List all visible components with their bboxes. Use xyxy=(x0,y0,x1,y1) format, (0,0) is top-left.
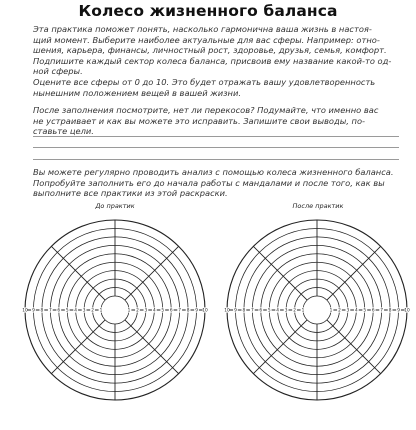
scale-label: 4 xyxy=(74,308,78,314)
scale-label: 6 xyxy=(169,308,173,314)
writing-line[interactable] xyxy=(33,159,399,160)
scale-label: 6 xyxy=(57,308,61,314)
text-line: Попробуйте заполнить его до начала работы с мандалами и после того, как вы xyxy=(33,177,385,188)
scale-label: 7 xyxy=(250,308,254,314)
text-line: шения, карьера, финансы, личностный рост, здоровье, друзья, семья, комфорт. xyxy=(33,45,387,56)
scale-label: 7 xyxy=(48,308,52,314)
scale-label: 10 xyxy=(404,308,410,314)
page-title: Колесо жизненного баланса xyxy=(78,2,338,20)
text-line: нынешним положением вещей в вашей жизни. xyxy=(33,87,241,98)
scale-label: 5 xyxy=(363,308,367,314)
scale-label: 1 xyxy=(329,308,333,314)
scale-label: 1 xyxy=(127,308,131,314)
writing-line[interactable] xyxy=(33,136,399,137)
wheel-before-label: До практик xyxy=(95,202,135,210)
scale-label: 4 xyxy=(276,308,280,314)
wheel-spoke xyxy=(327,246,381,300)
scale-label: 7 xyxy=(178,308,182,314)
scale-label: 3 xyxy=(82,308,86,314)
text-line: Подпишите каждый сектор колеса баланса, присвоив ему название какой-то од- xyxy=(33,55,392,66)
scale-label: 2 xyxy=(136,308,139,314)
balance-wheel-after[interactable] xyxy=(219,212,415,408)
reflection-text xyxy=(33,105,403,137)
scale-label: 10 xyxy=(224,308,230,314)
scale-label: 9 xyxy=(32,308,35,314)
text-line: выполните все практики из этой раскраски. xyxy=(33,188,228,199)
scale-label: 9 xyxy=(234,308,237,314)
wheel-spoke xyxy=(125,246,179,300)
scale-label: 5 xyxy=(267,308,271,314)
text-line: ставьте цели. xyxy=(33,126,94,137)
wheel-spoke xyxy=(253,320,307,374)
scale-label: 6 xyxy=(371,308,375,314)
intro-text xyxy=(33,24,403,98)
regular-analysis-text xyxy=(33,167,403,199)
text-line: Эта практика поможет понять, насколько гармонична ваша жизнь в настоя- xyxy=(33,24,372,34)
scale-label: 2 xyxy=(293,308,296,314)
wheel-spoke xyxy=(125,320,179,374)
scale-label: 6 xyxy=(259,308,263,314)
scale-label: 1 xyxy=(301,308,305,314)
scale-label: 1 xyxy=(99,308,103,314)
scale-label: 4 xyxy=(354,308,358,314)
scale-label: 9 xyxy=(195,308,198,314)
scale-label: 10 xyxy=(202,308,208,314)
scale-label: 4 xyxy=(152,308,156,314)
scale-label: 5 xyxy=(161,308,165,314)
text-line: не устраивает и как вы можете это исправить. Запишите свои выводы, по- xyxy=(33,115,366,126)
scale-label: 3 xyxy=(284,308,288,314)
balance-wheel-before[interactable] xyxy=(17,212,213,408)
text-line: ной сферы. xyxy=(33,66,83,77)
scale-label: 9 xyxy=(397,308,400,314)
text-line: Оцените все сферы от 0 до 10. Это будет отражать вашу удовлетворенность xyxy=(33,76,376,87)
wheel-after-label: После практик xyxy=(292,202,344,210)
scale-label: 10 xyxy=(22,308,28,314)
scale-label: 8 xyxy=(242,308,246,314)
wheel-spoke xyxy=(51,246,105,300)
text-line: Вы можете регулярно проводить анализ с помощью колеса жизненного баланса. xyxy=(33,167,394,177)
scale-label: 8 xyxy=(186,308,190,314)
wheel-ring xyxy=(101,296,129,324)
scale-label: 5 xyxy=(65,308,69,314)
writing-line[interactable] xyxy=(33,147,399,148)
scale-label: 3 xyxy=(144,308,148,314)
text-line: щий момент. Выберите наиболее актуальные для вас сферы. Например: отно- xyxy=(33,34,380,45)
scale-label: 2 xyxy=(338,308,341,314)
scale-label: 7 xyxy=(380,308,384,314)
scale-label: 8 xyxy=(388,308,392,314)
scale-label: 3 xyxy=(346,308,350,314)
wheel-spoke xyxy=(51,320,105,374)
wheel-spoke xyxy=(327,320,381,374)
scale-label: 8 xyxy=(40,308,44,314)
wheel-ring xyxy=(303,296,331,324)
text-line: После заполнения посмотрите, нет ли перекосов? Подумайте, что именно вас xyxy=(33,105,379,115)
scale-label: 2 xyxy=(91,308,94,314)
wheel-spoke xyxy=(253,246,307,300)
